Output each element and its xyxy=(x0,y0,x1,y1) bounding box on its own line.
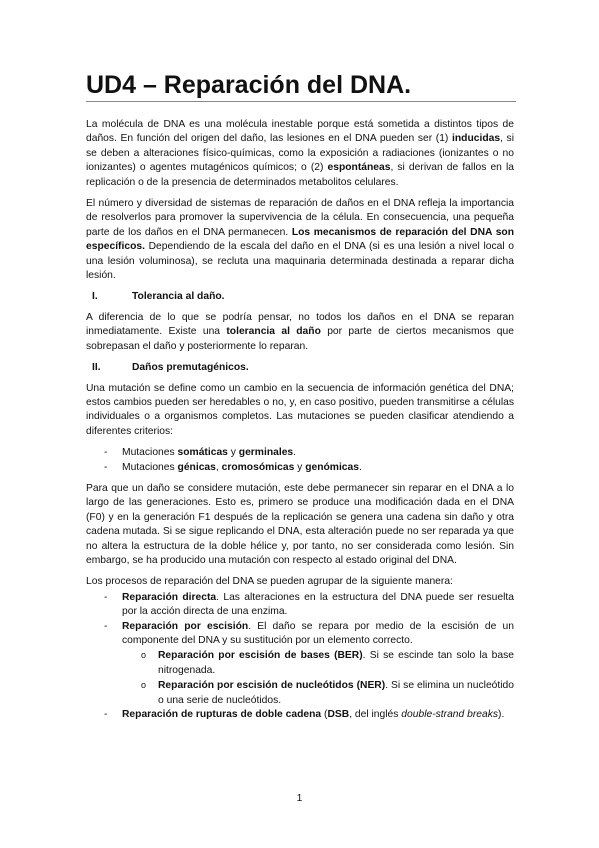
text: . Las alteraciones en la estructura del DNA puede ser resuelta por la acción directa de una enzima. xyxy=(122,591,514,618)
list-item xyxy=(86,591,514,620)
mutation-types-list xyxy=(86,446,514,475)
text: . Si se elimina un nucleótido o una serie de nucleótidos. xyxy=(158,680,515,706)
term: cromosómicas xyxy=(221,461,295,473)
sub-list-item xyxy=(86,649,514,678)
text: ( xyxy=(321,709,328,721)
english-term: double-strand breaks xyxy=(401,709,499,721)
page-title: UD4 – Reparación del DNA. xyxy=(86,71,412,99)
paragraph-repair-systems xyxy=(86,197,514,283)
section-number: I. xyxy=(92,291,98,303)
title-divider xyxy=(86,101,516,102)
term: Reparación por escisión xyxy=(122,620,249,632)
key-statement: Los mecanismos de reparación del DNA son específicos. xyxy=(86,226,514,253)
term: genómicas xyxy=(305,461,359,473)
text: por parte de ciertos mecanismos que sobrepasan el daño y posteriormente lo reparan. xyxy=(86,326,514,352)
text: . El daño se repara por medio de la escisión de un componente del DNA y su sustitución por un elemento correcto. xyxy=(122,620,514,646)
text: , si se deben a alteraciones físico-químicas, como la exposición a radiaciones (ionizantes o no ionizantes) o agentes mutagénicos químicos; o (2) xyxy=(86,133,514,174)
list-item xyxy=(86,708,514,722)
paragraph-repair-groups-intro: Los procesos de reparación del DNA se pueden agrupar de la siguiente manera: xyxy=(86,576,453,588)
list-item xyxy=(86,446,514,460)
term: DSB xyxy=(327,709,350,721)
text: , del inglés xyxy=(349,709,402,721)
paragraph-mutation-persistence: Para que un daño se considere mutación, este debe permanecer sin reparar en el DNA a lo largo de las generaciones. Esto es, primero se produce una modificación dada en el DNA (F0) y en la generación F1 después de la replicación se genera una cadena sin daño y otra cadena mutada. Si se sigue replicando el DNA, esta alteración puede no ser reparada ya que no altera la estructura de la doble hélice y, por tanto, no ser considerada como lesión. Sin embargo, se ha producido una mutación con respecto al estado original del DNA. xyxy=(86,482,514,566)
page-number: 1 xyxy=(296,793,303,804)
repair-processes-list xyxy=(86,591,514,723)
list-item xyxy=(86,620,514,649)
sub-list-item xyxy=(86,679,514,708)
term: Reparación directa xyxy=(122,591,217,603)
text: Mutaciones xyxy=(122,447,178,459)
term: Reparación por escisión de bases (BER) xyxy=(158,650,363,662)
text: y xyxy=(294,461,306,473)
term: génicas xyxy=(177,461,216,473)
section-title: Tolerancia al daño. xyxy=(132,291,225,303)
section-heading-premutagenicos xyxy=(86,361,514,375)
text: Mutaciones xyxy=(122,461,178,473)
text: Dependiendo de la escala del daño en el DNA (si es una lesión a nivel local o una lesión voluminosa), se recluta una maquinaria determinada destinada a reparar dicha lesión. xyxy=(86,241,514,282)
section-number: II. xyxy=(92,362,101,374)
term-inducidas: inducidas xyxy=(452,133,501,145)
text: . xyxy=(358,461,362,473)
text: . xyxy=(293,447,297,459)
term: germinales xyxy=(238,447,294,459)
text: y xyxy=(227,447,239,459)
paragraph-intro xyxy=(86,118,514,190)
text: La molécula de DNA es una molécula inestable porque está sometida a distintos tipos de daños. En función del origen del daño, las lesiones en el DNA pueden ser (1) xyxy=(86,119,514,145)
text: , si derivan de fallos en la replicación o de la presencia de determinados metabolitos celulares. xyxy=(86,162,514,188)
term: somáticas xyxy=(177,447,228,459)
term: Reparación de rupturas de doble cadena xyxy=(122,709,322,721)
document-body xyxy=(86,118,514,729)
text: ). xyxy=(498,709,505,721)
text: . Si se escinde tan solo la base nitrogenada. xyxy=(158,650,514,676)
term-tolerancia: tolerancia al daño xyxy=(226,326,321,338)
paragraph-mutation-definition: Una mutación se define como un cambio en la secuencia de información genética del DNA; estos cambios pueden ser heredables o no, y, en caso positivo, pueden transmitirse a células individuales o a organismos completos. Las mutaciones se pueden clasificar atendiendo a diferentes criterios: xyxy=(86,382,514,437)
section-heading-tolerancia xyxy=(86,290,514,304)
paragraph-tolerance xyxy=(86,311,514,354)
text: A diferencia de lo que se podría pensar, no todos los daños en el DNA se reparan inmediatamente. Existe una xyxy=(86,311,514,338)
text: El número y diversidad de sistemas de reparación de daños en el DNA refleja la importancia de resolverlos para promover la supervivencia de la célula. En consecuencia, una pequeña parte de los daños en el DNA permanecen. xyxy=(86,198,514,238)
term: Reparación por escisión de nucleótidos (NER) xyxy=(158,680,386,692)
section-title: Daños premutagénicos. xyxy=(132,362,249,374)
text: , xyxy=(215,461,222,473)
term-espontaneas: espontáneas xyxy=(327,162,391,174)
list-item xyxy=(86,461,514,475)
